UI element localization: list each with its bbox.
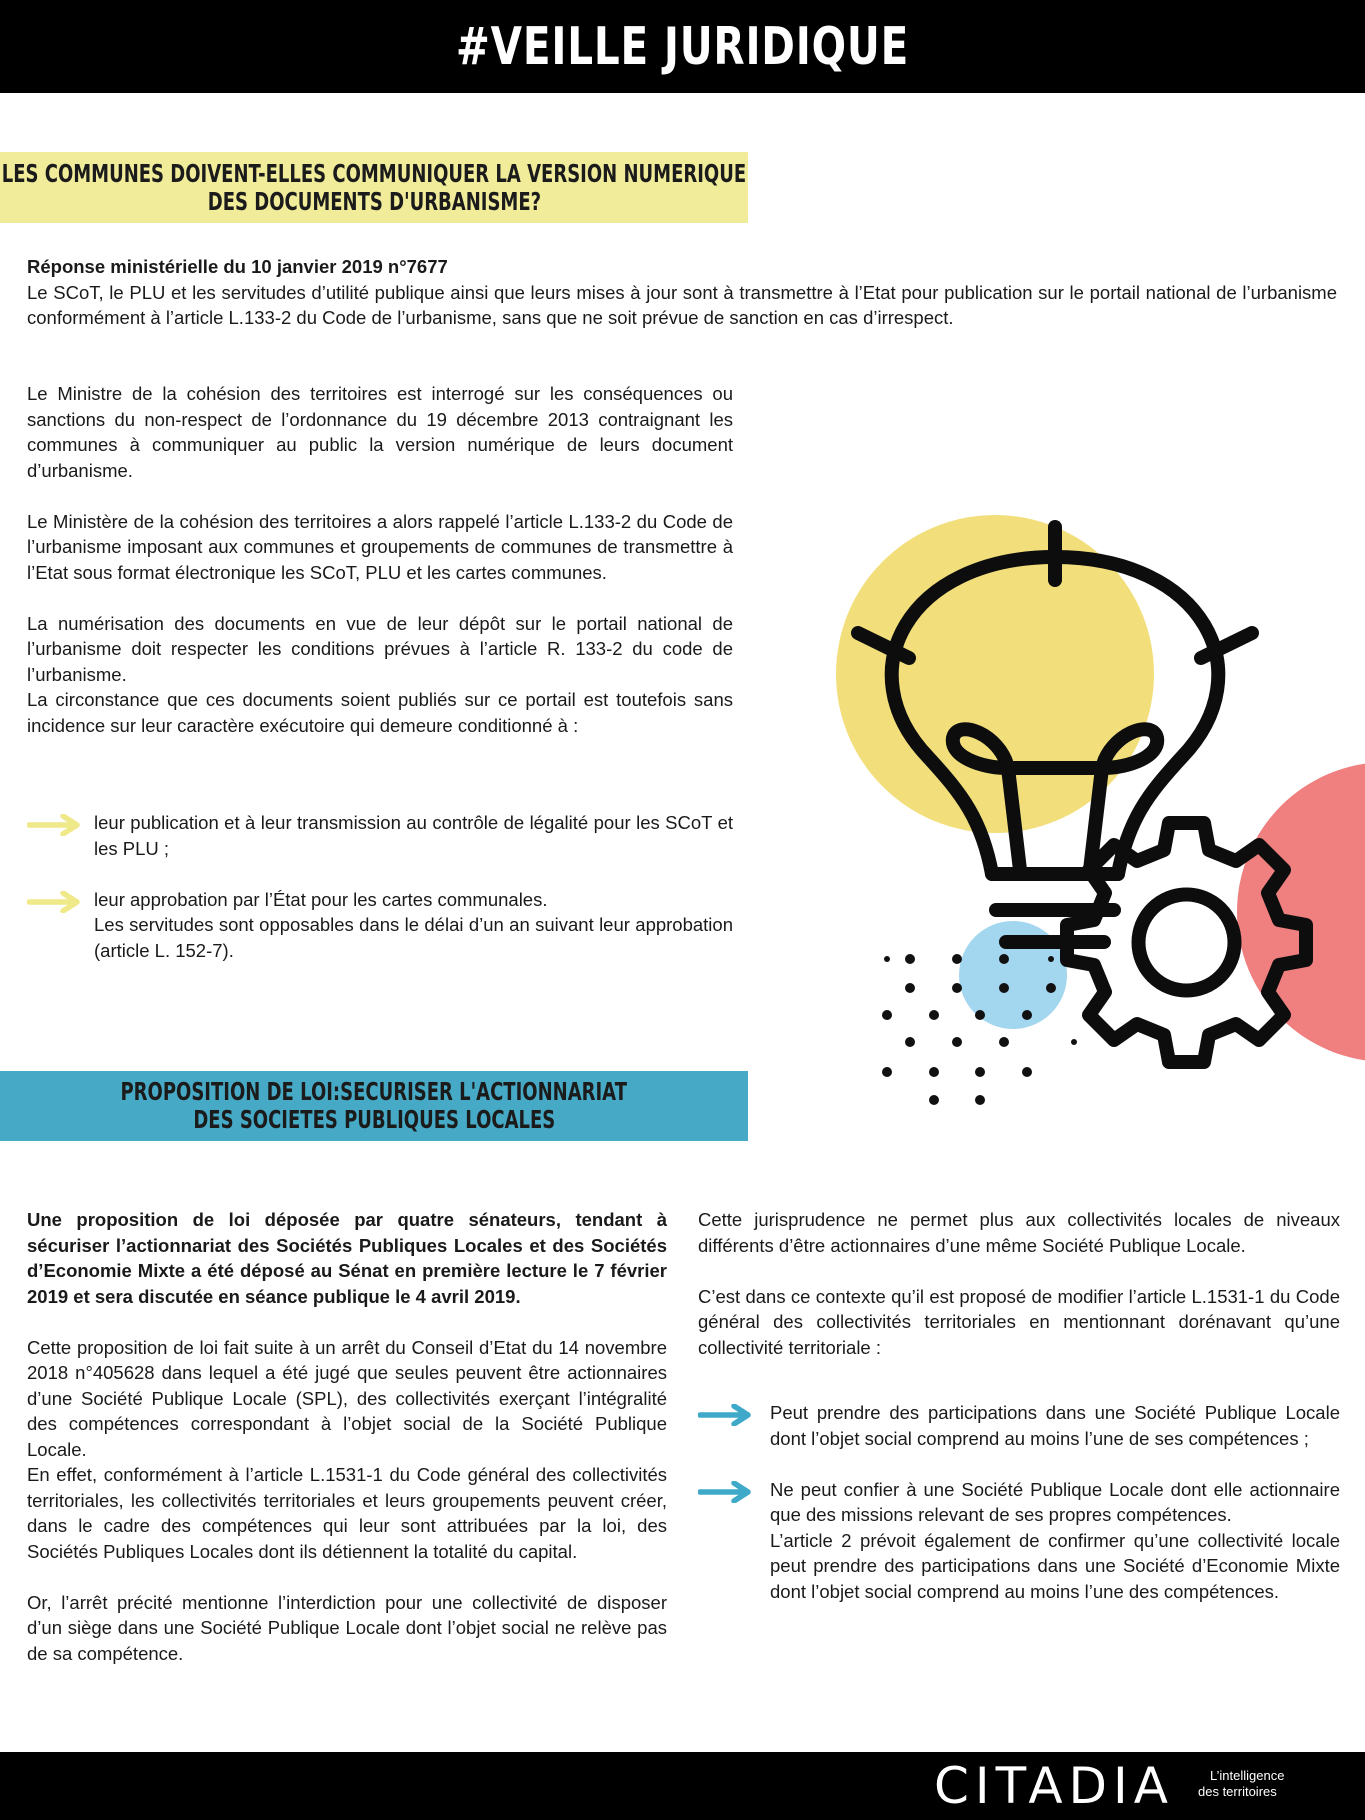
- section1-para3: Le Ministère de la cohésion des territoires a alors rappelé l’article L.133-2 du Code de l’urbanisme imposant aux communes et groupements de communes de transmettre à l’Etat sous format électronique les SCoT, PLU et les cartes communes.: [27, 510, 733, 583]
- bullet-text: L’article 2 prévoit également de confirmer qu’une collectivité locale peut prendre des participations dans une Société d’Economie Mixte dont l’objet social comprend au moins l’une des compétences.: [770, 1529, 1340, 1602]
- section1-intro-text: Le SCoT, le PLU et les servitudes d’utilité publique ainsi que leurs mises à jour sont à transmettre à l’Etat pour publication sur le portail national de l’urbanisme conformément à l’article L.133-2 du Code de l’urbanisme, sans que ne soit prévue de sanction en cas d’irrespect.: [27, 281, 1337, 328]
- section1-intro: [27, 254, 1337, 356]
- pink-circle: [1237, 762, 1365, 1062]
- bullet-item: [27, 887, 733, 964]
- section1-body: [27, 381, 733, 764]
- section2-para2: Cette proposition de loi fait suite à un arrêt du Conseil d’Etat du 14 novembre 2018 n°405628 dans lequel a été jugé que seules peuvent être actionnaires d’une Société Publique Locale (SPL), des collectivités exerçant l’intégralité des compétences correspondant à l’objet social de la Société Publique Locale.: [27, 1336, 667, 1460]
- bullet-item: [27, 810, 733, 861]
- arrow-right-icon: [27, 891, 83, 913]
- section2-lead: Une proposition de loi déposée par quatre sénateurs, tendant à sécuriser l’actionnariat des Sociétés Publiques Locales et des Sociétés d’Economie Mixte a été déposé au Sénat en première lecture le 7 février 2019 et sera discutée en séance publique le 4 avril 2019.: [27, 1209, 667, 1307]
- bullet-text: Peut prendre des participations dans une Société Publique Locale dont l’objet social comprend au moins l’une de ses compétences ;: [770, 1402, 1340, 1449]
- lightbulb-gear-illustration: [812, 512, 1365, 1132]
- section1-title-line1: LES COMMUNES DOIVENT-ELLES COMMUNIQUER LA VERSION NUMERIQUE: [1, 158, 747, 188]
- page-title: #VEILLE JURIDIQUE: [455, 16, 910, 77]
- header-bar: [0, 0, 1365, 93]
- footer-bar: [0, 1752, 1365, 1820]
- bullet-item: [698, 1400, 1340, 1451]
- arrow-right-icon: [698, 1481, 754, 1503]
- section2-para3: En effet, conformément à l’article L.1531-1 du Code général des collectivités territoriales, les collectivités territoriales et leurs groupements peuvent créer, dans le cadre des compétences qui leur sont attribuées par la loi, des Sociétés Publiques Locales dont ils détiennent la totalité du capital.: [27, 1464, 667, 1562]
- brand-tagline: [1198, 1768, 1284, 1800]
- bullet-text: Les servitudes sont opposables dans le délai d’un an suivant leur approbation (article L. 152-7).: [94, 914, 733, 961]
- section1-bullets: [27, 810, 733, 989]
- bullet-text: leur approbation par l’État pour les cartes communales.: [94, 888, 548, 910]
- section1-para2: Le Ministre de la cohésion des territoires est interrogé sur les conséquences ou sanctions du non-respect de l’ordonnance du 19 décembre 2013 contraignant les communes à communiquer au public la version numérique de leurs document d’urbanisme.: [27, 383, 733, 481]
- tagline-line2: des territoires: [1198, 1784, 1277, 1799]
- section2-para4: Or, l’arrêt précité mentionne l’interdiction pour une collectivité de disposer d’un siège dans une Société Publique Locale dont l’objet social ne relève pas de sa compétence.: [27, 1591, 667, 1664]
- brand-logo: CITADIA: [934, 1757, 1174, 1815]
- section1-banner: [0, 152, 748, 223]
- section2-right-para1: Cette jurisprudence ne permet plus aux collectivités locales de niveaux différents d’être actionnaires d’une même Société Publique Locale.: [698, 1209, 1340, 1256]
- section1-para4: La numérisation des documents en vue de leur dépôt sur le portail national de l’urbanisme doit respecter les conditions prévues à l’article R. 133-2 du code de l’urbanisme.: [27, 612, 733, 685]
- bullet-item: [698, 1477, 1340, 1605]
- arrow-right-icon: [698, 1404, 754, 1426]
- section1-title-line2: DES DOCUMENTS D'URBANISME?: [207, 186, 541, 216]
- section2-title-line2: DES SOCIETES PUBLIQUES LOCALES: [193, 1105, 555, 1134]
- section1-para5: La circonstance que ces documents soient publiés sur ce portail est toutefois sans incidence sur leur caractère exécutoire qui demeure conditionné à :: [27, 689, 733, 736]
- arrow-right-icon: [27, 814, 83, 836]
- section2-right-column: [698, 1207, 1340, 1630]
- section2-right-para2: C’est dans ce contexte qu’il est proposé de modifier l’article L.1531-1 du Code général des collectivités territoriales en mentionnant dorénavant qu’une collectivité territoriale :: [698, 1285, 1340, 1358]
- section1-intro-bold: Réponse ministérielle du 10 janvier 2019 n°7677: [27, 256, 448, 277]
- tagline-line1: L’intelligence: [1210, 1768, 1285, 1783]
- gear-hole: [1139, 895, 1235, 991]
- bullet-text: leur publication et à leur transmission au contrôle de légalité pour les SCoT et les PLU ;: [94, 812, 733, 859]
- section2-left-column: [27, 1207, 667, 1692]
- section2-banner: [0, 1071, 748, 1141]
- section2-title-line1: PROPOSITION DE LOI:SECURISER L'ACTIONNARIAT: [120, 1077, 628, 1106]
- bullet-text: Ne peut confier à une Société Publique Locale dont elle actionnaire que des missions relevant de ses propres compétences.: [770, 1478, 1340, 1525]
